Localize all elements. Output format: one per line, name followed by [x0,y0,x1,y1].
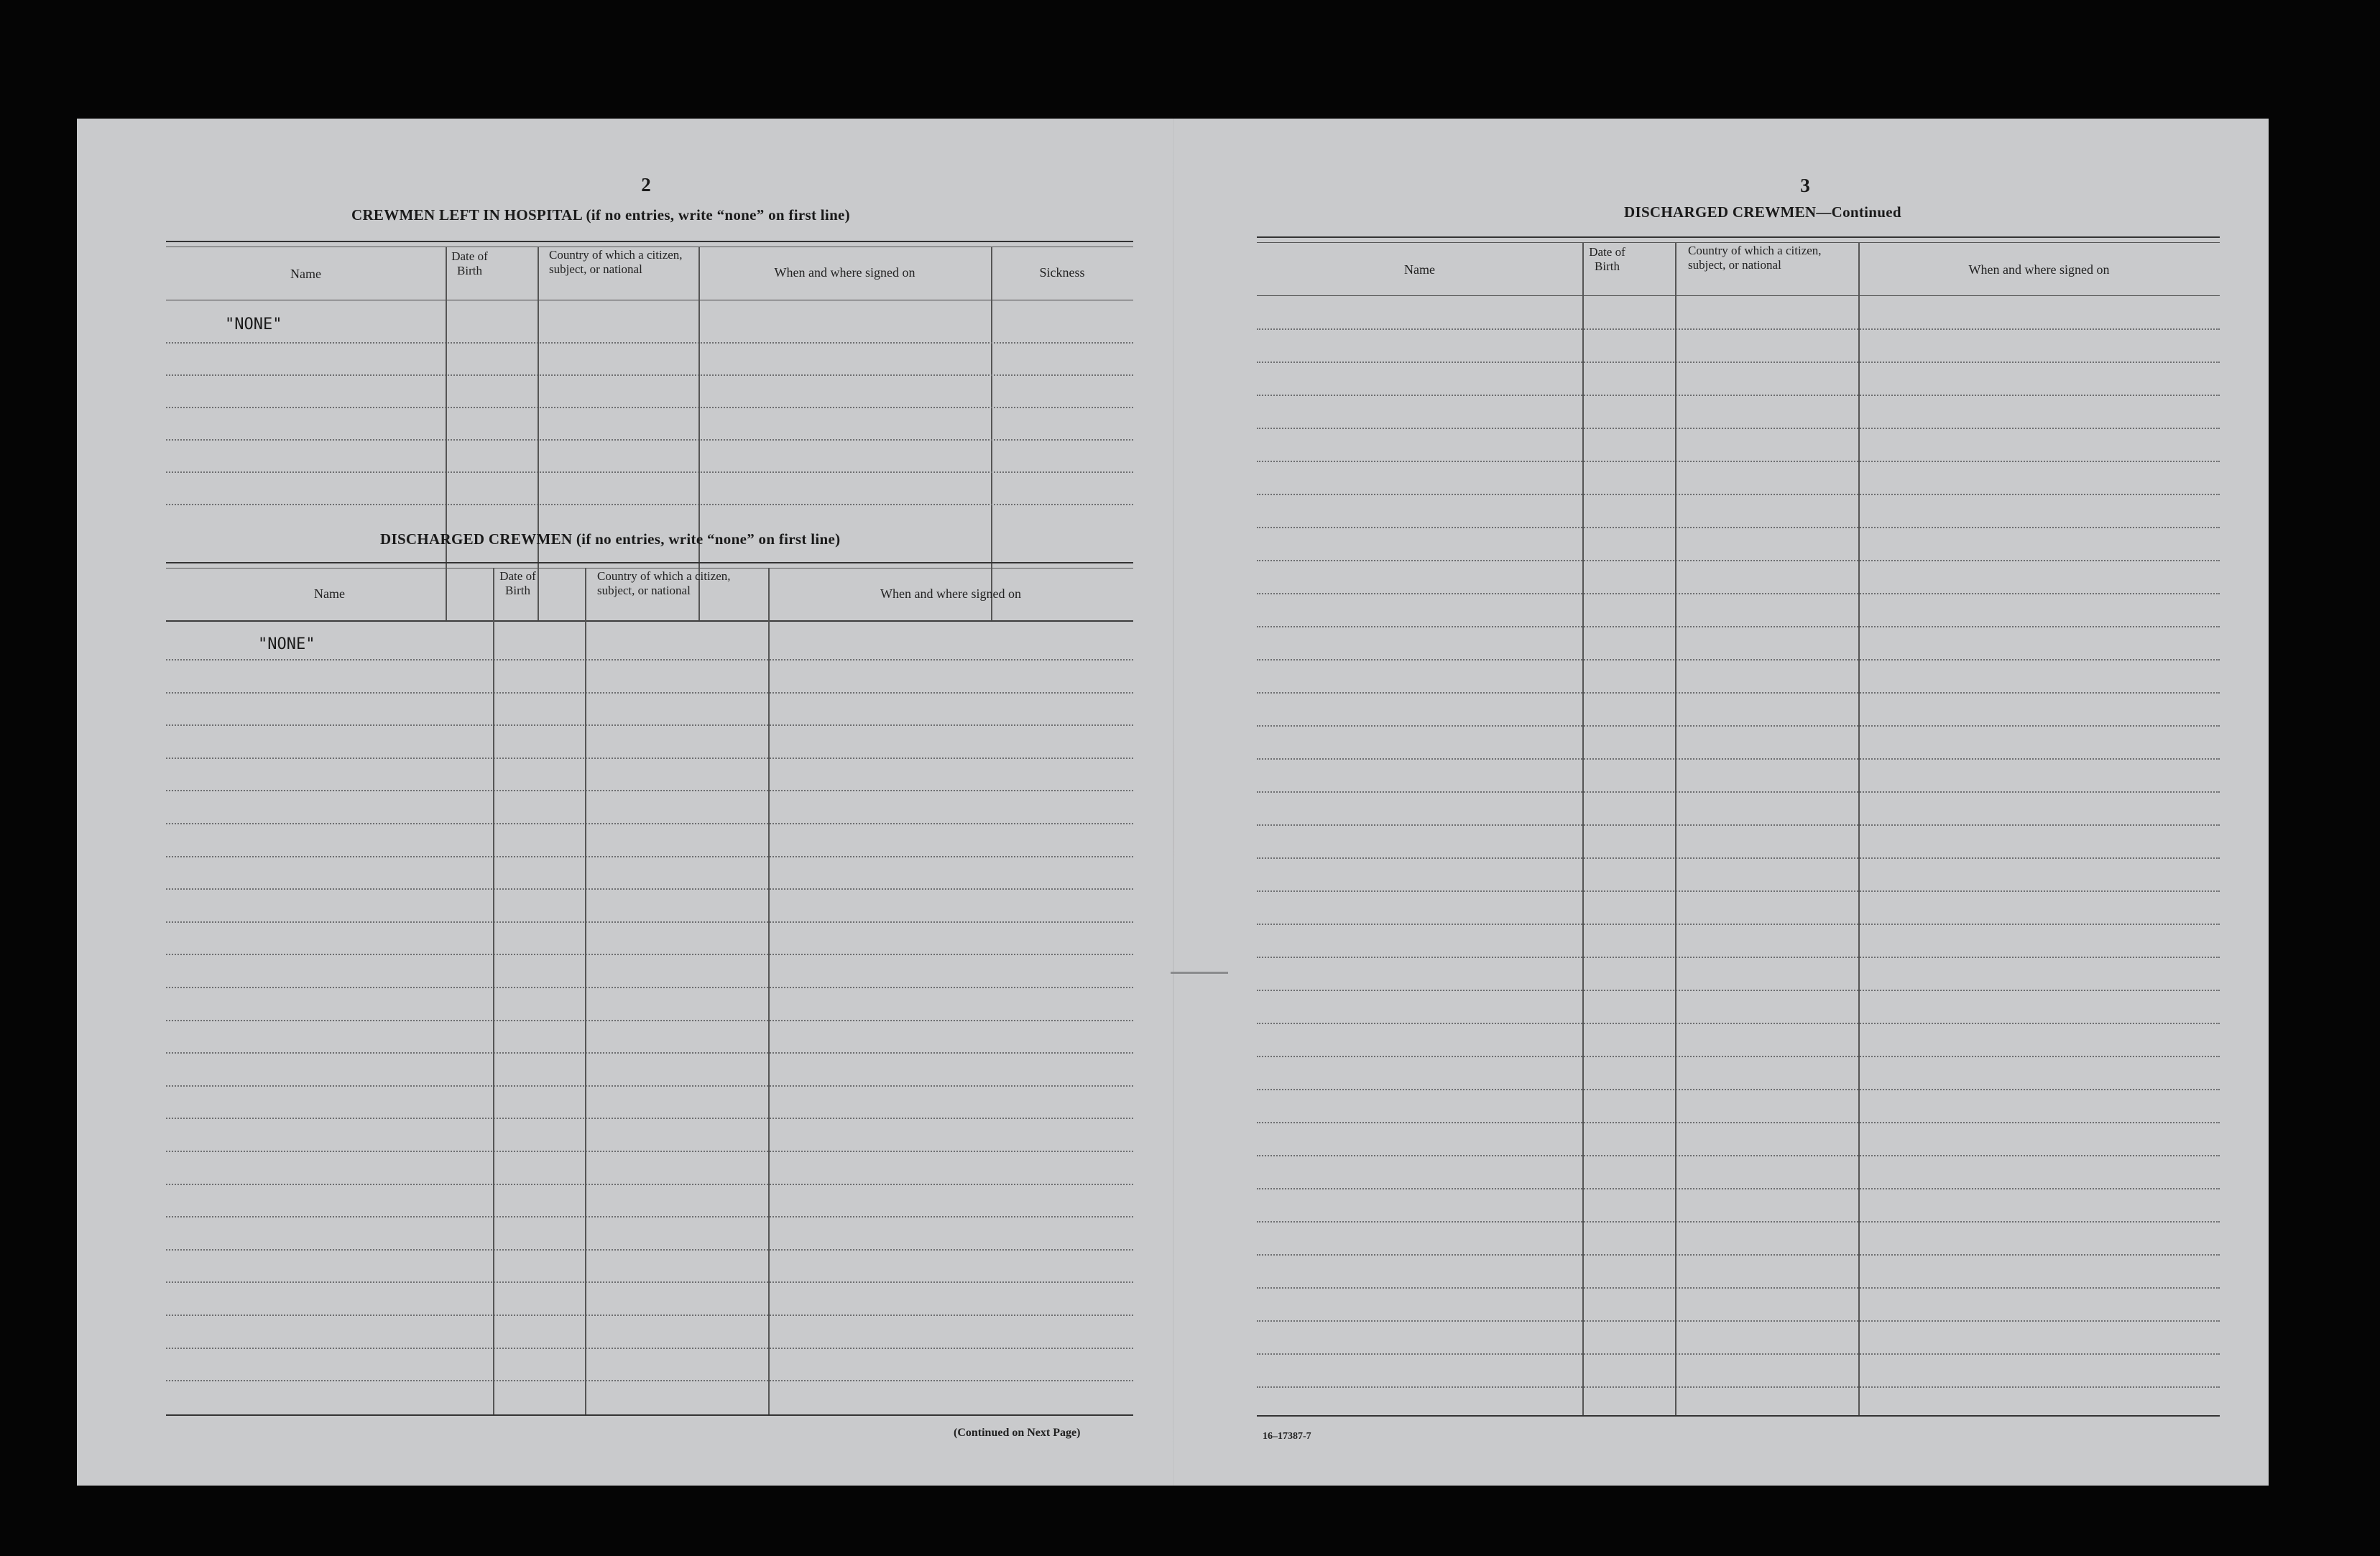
page-fold [1173,119,1174,1486]
ruled-row-line [166,1052,1133,1054]
col-header-date-of-birth: Date of Birth [1589,245,1625,273]
ruled-row-line [1257,1287,2220,1289]
ruled-row-line [1257,494,2220,495]
ruled-row-line [166,1348,1133,1349]
ruled-row-line [166,1085,1133,1087]
ruled-row-line [1257,725,2220,727]
col-header-country: Country of which a citizen, subject, or national [549,248,683,276]
discharged-continued-title: DISCHARGED CREWMEN—Continued [1624,203,1901,221]
column-divider [493,568,494,1414]
form-number: 16–17387-7 [1263,1431,1311,1442]
discharged-entry-none: "NONE" [258,635,315,653]
ruled-row-line [1257,328,2220,330]
document-sheet [77,119,2269,1486]
discharged-section-title: DISCHARGED CREWMEN (if no entries, write “none” on first line) [380,530,841,548]
ruled-row-line [1257,593,2220,594]
ruled-row-line [1257,1320,2220,1322]
table-header-rule [1257,295,2220,296]
ruled-row-line [166,659,1133,660]
ruled-row-line [166,1184,1133,1185]
ruled-row-line [166,954,1133,955]
col-header-country: Country of which a citizen, subject, or national [1688,244,1822,272]
ruled-row-line [166,1380,1133,1381]
col-header-signed-on: When and where signed on [774,265,915,280]
ruled-row-line [166,692,1133,694]
column-divider [585,568,586,1414]
ruled-row-line [1257,890,2220,892]
ruled-row-line [166,790,1133,791]
ruled-row-line [1257,1221,2220,1223]
ruled-row-line [1257,659,2220,660]
hospital-entry-none: "NONE" [225,316,282,333]
col-header-signed-on: When and where signed on [880,586,1021,601]
ruled-row-line [1257,857,2220,859]
ruled-row-line [1257,527,2220,528]
table-top-rule [1257,236,2220,243]
col-header-sickness: Sickness [1039,265,1085,280]
ruled-row-line [166,823,1133,824]
col-header-signed-on: When and where signed on [1968,262,2110,277]
ruled-row-line [166,1020,1133,1021]
ruled-row-line [1257,824,2220,826]
ruled-row-line [1257,692,2220,694]
ruled-row-line [166,504,1133,505]
table-bottom-rule [1257,1415,2220,1417]
ruled-row-line [166,1118,1133,1119]
right-page [1173,119,2269,1486]
column-divider [768,568,770,1414]
ruled-row-line [166,921,1133,923]
ruled-row-line [1257,1188,2220,1189]
ruled-row-line [1257,626,2220,627]
hospital-section-title: CREWMEN LEFT IN HOSPITAL (if no entries, write “none” on first line) [351,206,850,224]
table-bottom-rule [166,1414,1133,1416]
column-divider [1675,242,1676,1415]
ruled-row-line [1257,957,2220,958]
ruled-row-line [166,856,1133,857]
ruled-row-line [166,439,1133,441]
ruled-row-line [166,1315,1133,1316]
ruled-row-line [1257,990,2220,991]
left-page [77,119,1173,1486]
fold-mark [1171,972,1228,974]
ruled-row-line [1257,1254,2220,1256]
ruled-row-line [1257,461,2220,462]
table-header-rule [166,620,1133,621]
ruled-row-line [1257,1122,2220,1123]
table-top-rule [166,241,1133,247]
ruled-row-line [166,1216,1133,1217]
ruled-row-line [166,1151,1133,1152]
ruled-row-line [1257,560,2220,561]
ruled-row-line [166,1281,1133,1283]
col-header-date-of-birth: Date of Birth [451,249,488,277]
ruled-row-line [1257,395,2220,396]
ruled-row-line [1257,1089,2220,1090]
ruled-row-line [1257,1386,2220,1388]
column-divider [1582,242,1584,1415]
col-header-name: Name [290,267,321,281]
column-divider [1858,242,1860,1415]
col-header-name: Name [1404,262,1435,277]
ruled-row-line [166,374,1133,376]
page-number: 3 [1800,175,1810,196]
page-number: 2 [641,174,651,195]
ruled-row-line [1257,1056,2220,1057]
ruled-row-line [166,758,1133,759]
col-header-date-of-birth: Date of Birth [499,569,536,597]
ruled-row-line [1257,1155,2220,1156]
ruled-row-line [166,407,1133,408]
table-top-rule [166,562,1133,568]
ruled-row-line [1257,924,2220,925]
ruled-row-line [166,888,1133,890]
ruled-row-line [1257,362,2220,363]
discharged-table [166,562,1133,1414]
col-header-name: Name [314,586,345,601]
ruled-row-line [166,342,1133,344]
ruled-row-line [166,1249,1133,1251]
continued-footnote: (Continued on Next Page) [954,1427,1081,1439]
col-header-country: Country of which a citizen, subject, or national [597,569,731,597]
ruled-row-line [1257,791,2220,793]
ruled-row-line [1257,1353,2220,1355]
ruled-row-line [166,987,1133,988]
ruled-row-line [166,724,1133,726]
discharged-continued-table [1257,236,2220,1415]
ruled-row-line [1257,758,2220,760]
ruled-row-line [166,471,1133,473]
ruled-row-line [1257,428,2220,429]
ruled-row-line [1257,1023,2220,1024]
